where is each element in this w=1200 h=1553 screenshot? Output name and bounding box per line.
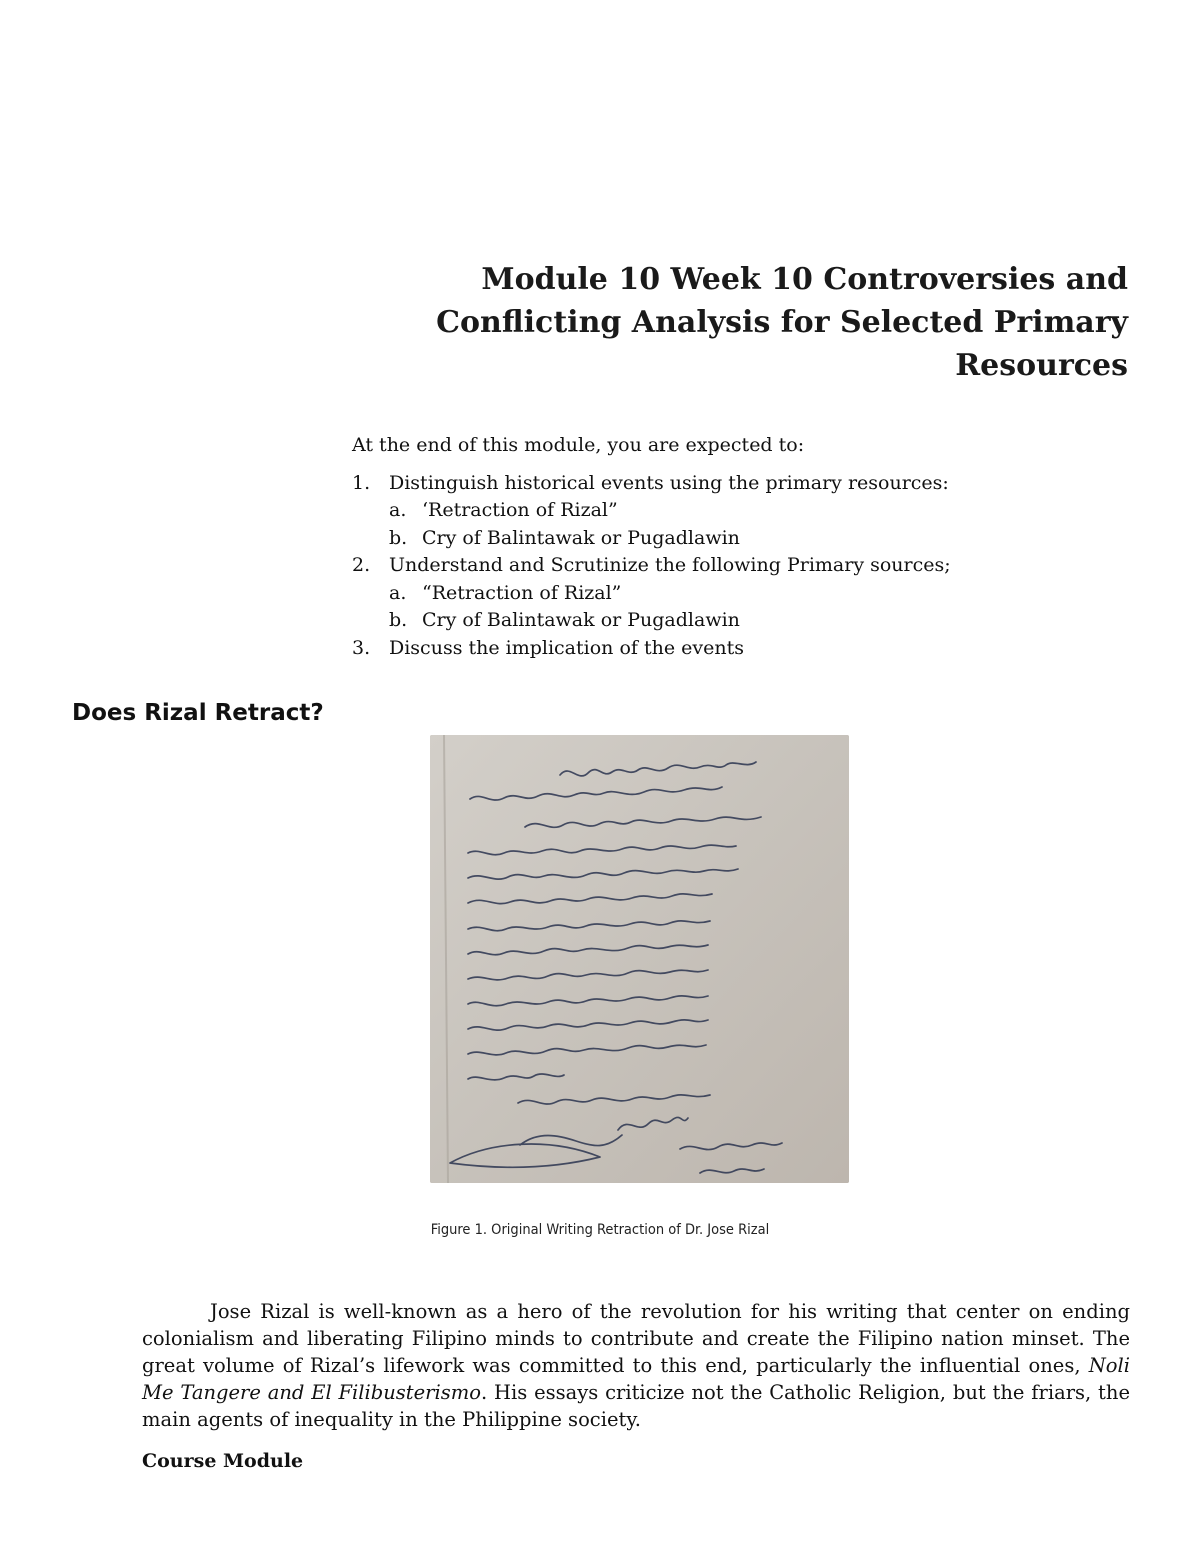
title-line: Resources <box>955 348 1128 383</box>
subitem-letter: a. <box>389 499 407 521</box>
objective-subitem <box>352 580 1132 608</box>
objective-item <box>352 635 1132 663</box>
page-title <box>408 258 1128 387</box>
subitem-letter: b. <box>389 526 408 549</box>
figure-caption: Figure 1. Original Writing Retraction of Dr. Jose Rizal <box>430 1222 770 1238</box>
objective-number: 1. <box>352 471 371 494</box>
course-module-label: Course Module <box>142 1450 304 1472</box>
objective-subitem <box>352 497 1132 525</box>
objective-number: 3. <box>352 636 371 659</box>
subitem-text: “Retraction of Rizal” <box>422 581 622 604</box>
book-titles: Noli Me Tangere and El Filibusterismo <box>142 1354 1130 1404</box>
subitem-letter: b. <box>389 609 408 631</box>
objectives-intro: At the end of this module, you are expected to: <box>352 434 805 456</box>
section-heading: Does Rizal Retract? <box>72 700 324 726</box>
paper-background <box>430 735 849 1183</box>
objective-number: 2. <box>352 554 371 576</box>
learning-objectives <box>352 432 1132 662</box>
paragraph-text-part1: Jose Rizal is well-known as a hero of the revolution for his writing that center on ending colonialism and liberating Filipino minds to contribute and create the Filipino nation minset. The great volume of Rizal’s lifework was committed to this end, particularly the influential ones, <box>142 1300 1130 1377</box>
objective-item <box>352 552 1132 580</box>
title-line: Module 10 Week 10 Controversies and <box>481 262 1128 297</box>
subitem-text: Cry of Balintawak or Pugadlawin <box>422 609 740 631</box>
objective-text: Distinguish historical events using the primary resources: <box>389 471 949 494</box>
objective-subitem <box>352 525 1132 553</box>
subitem-text: ‘Retraction of Rizal” <box>422 499 618 521</box>
objective-text: Discuss the implication of the events <box>389 636 744 659</box>
objective-text: Understand and Scrutinize the following Primary sources; <box>389 554 951 576</box>
subitem-letter: a. <box>389 581 407 604</box>
paragraph-text-part2: . His essays criticize not the Catholic Religion, but the friars, the main agents of inequality in the Philippine society. <box>142 1381 1130 1431</box>
subitem-text: Cry of Balintawak or Pugadlawin <box>422 526 740 549</box>
title-line: Conflicting Analysis for Selected Primary <box>436 305 1128 340</box>
objective-item <box>352 470 1132 498</box>
retraction-manuscript-image <box>430 735 849 1183</box>
manuscript-svg <box>430 735 849 1183</box>
objectives-list <box>352 470 1132 663</box>
body-paragraph <box>142 1298 1130 1433</box>
objective-subitem <box>352 607 1132 635</box>
